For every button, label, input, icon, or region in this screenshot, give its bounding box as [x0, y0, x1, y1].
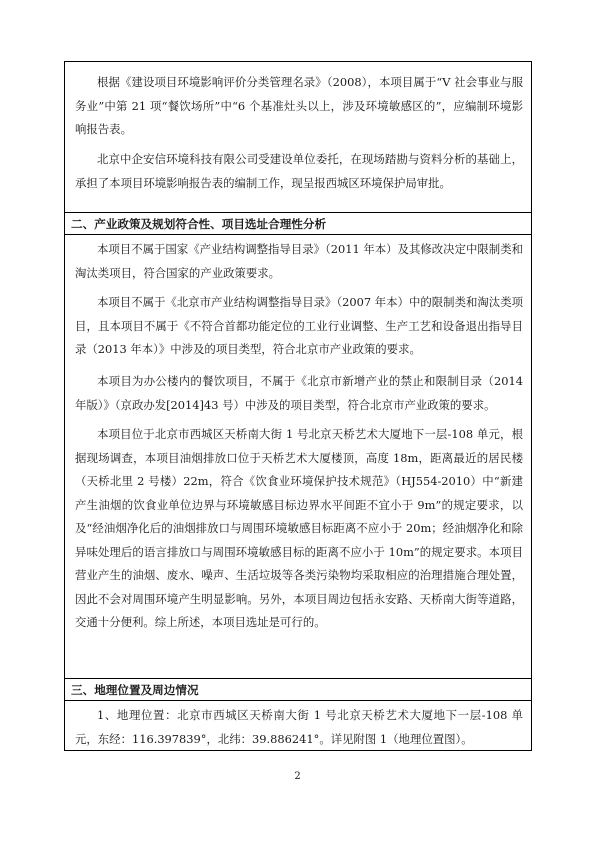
paragraph-geographic-location: 1、地理位置：北京市西城区天桥南大街 1 号北京天桥艺术大厦地下一层-108 单元，东经：116.397839°，北纬：39.886241°。详见附图 1（地理位置图）。 [75, 708, 523, 746]
section-heading-industry-policy: 二、产业政策及规划符合性、项目选址合理性分析 [65, 212, 531, 235]
paragraph-national-policy: 本项目不属于国家《产业结构调整指导目录》（2011 年本）及其修改决定中限制类和淘汰类项目，符合国家的产业政策要求。 [75, 242, 523, 280]
paragraph-site-selection: 本项目位于北京市西城区天桥南大街 1 号北京天桥艺术大厦地下一层-108 单元，根据现场调查，本项目油烟排放口位于天桥艺术大厦楼顶，高度 18m，距离最近的居民楼（天桥北里 2 号楼）22m，符合《饮食业环境保护技术规范》（HJ554-2010）中“新建产生油烟的饮食业单位边界与环境敏感目标边界水平间距不宜小于 9m”的规定要求，以及“经油烟净化后的油烟排放口与周围环境敏感目标距离不应小于 20m；经油烟净化和除异味处理后的语言排放口与周围环境敏感目标的距离不应小于 10m”的规定要求。本项目营业产生的油烟、废水、噪声、生活垃圾等各类污染物均采取相应的治理措施合理处置，因此不会对周围环境产生明显影响。另外，本项目周边包括永安路、天桥南大街等道路，交通十分便利。综上所述，本项目选址是可行的。 [75, 427, 523, 629]
paragraph-commission: 北京中企安信环境科技有限公司受建设单位委托，在现场踏勘与资料分析的基础上，承担了本项目环境影响报告表的编制工作，现呈报西城区环境保护局审批。 [75, 152, 523, 190]
content-frame [64, 61, 532, 751]
paragraph-beijing-policy: 本项目不属于《北京市产业结构调整指导目录》（2007 年本）中的限制类和淘汰类项目，且本项目不属于《不符合首都功能定位的工业行业调整、生产工艺和设备退出指导目录（2013 年本）》中涉及的项目类型，符合北京市产业政策的要求。 [75, 295, 523, 356]
section-heading-location: 三、地理位置及周边情况 [65, 678, 531, 701]
paragraph-classification: 根据《建设项目环境影响评价分类管理名录》（2008），本项目属于“V 社会事业与服务业”中第 21 项“餐饮场所”中“6 个基准灶头以上，涉及环境敏感区的”，应编制环境影响报告表。 [75, 75, 523, 136]
page-number: 2 [294, 771, 301, 782]
paragraph-restriction-catalog: 本项目为办公楼内的餐饮项目，不属于《北京市新增产业的禁止和限制目录（2014 年版）》（京政办发[2014]43 号）中涉及的项目类型，符合北京市产业政策的要求。 [75, 374, 523, 412]
